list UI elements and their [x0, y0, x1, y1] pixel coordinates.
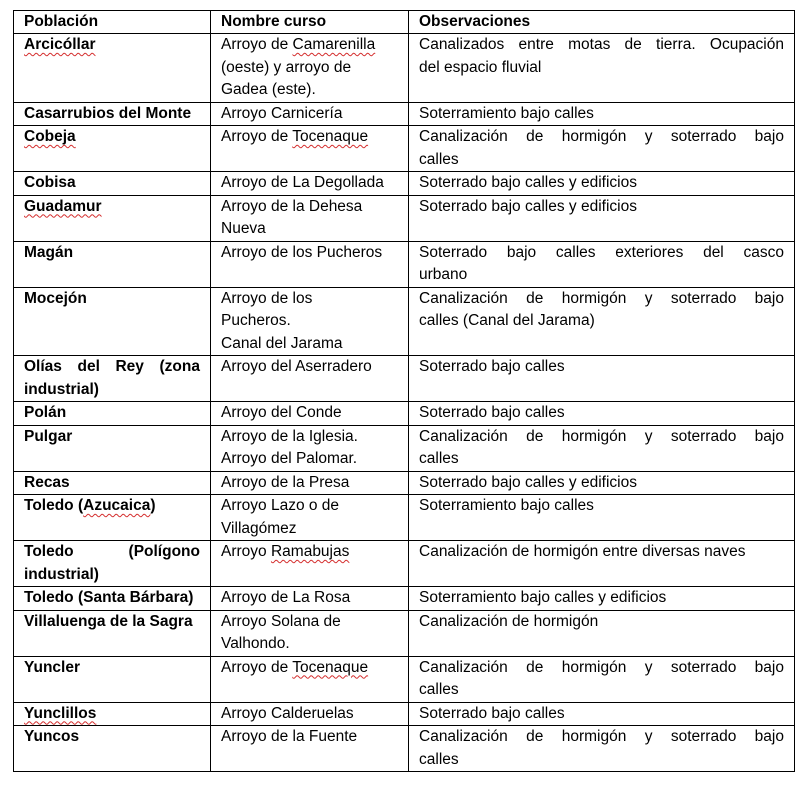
cell-nombre-curso	[211, 726, 409, 772]
curso-line: Nueva	[221, 220, 266, 237]
curso-line: Arroyo de Tocenaque	[221, 658, 369, 676]
header-row	[14, 11, 795, 34]
table-row	[14, 425, 795, 471]
cell-nombre-curso	[211, 34, 409, 103]
table-row	[14, 287, 795, 356]
poblacion-text: Magán	[24, 243, 74, 261]
poblacion-text	[24, 703, 200, 726]
observaciones-line: Canalización de hormigón y soterrado bajo	[419, 658, 784, 676]
cell-observaciones	[409, 471, 795, 495]
curso-line: Valhondo.	[221, 635, 290, 652]
cell-poblacion	[14, 495, 211, 541]
cell-poblacion	[14, 471, 211, 495]
observaciones-line: del espacio fluvial	[419, 58, 542, 76]
cell-poblacion	[14, 195, 211, 241]
table-row	[14, 702, 795, 726]
spellcheck-underline: Camarenilla	[292, 36, 376, 53]
spellcheck-underline: Tocenaque	[292, 658, 369, 676]
cell-poblacion	[14, 126, 211, 172]
poblacion-text: Toledo (Santa Bárbara)	[24, 589, 194, 606]
curso-line: Arroyo Carnicería	[221, 104, 343, 122]
observaciones-line: Soterrado bajo calles y edificios	[419, 473, 637, 491]
poblacion-text: Villaluenga de la Sagra	[24, 612, 193, 630]
cell-nombre-curso	[211, 471, 409, 495]
curso-line: (oeste) y arroyo de	[221, 58, 352, 76]
observaciones-line: Canalización de hormigón entre diversas naves	[419, 543, 746, 560]
cell-poblacion	[14, 541, 211, 587]
header-poblacion: Población	[14, 11, 211, 34]
poblacion-line: Toledo (Polígono	[24, 543, 200, 560]
observaciones-line: Canalizados entre motas de tierra. Ocupación	[419, 36, 784, 53]
poblacion-line: industrial)	[24, 565, 99, 583]
observaciones-line: Soterramiento bajo calles	[419, 497, 594, 514]
cell-nombre-curso	[211, 610, 409, 656]
table-row	[14, 356, 795, 402]
cell-observaciones	[409, 287, 795, 356]
curso-line: Arroyo de La Degollada	[221, 174, 384, 191]
curso-line: Arroyo de La Rosa	[221, 589, 351, 606]
curso-line: Gadea (este).	[221, 81, 316, 98]
cell-observaciones	[409, 172, 795, 196]
cell-nombre-curso	[211, 587, 409, 611]
cell-poblacion	[14, 102, 211, 126]
curso-line: Arroyo del Palomar.	[221, 450, 358, 467]
observaciones-line: Soterrado bajo calles	[419, 358, 565, 375]
header-nombre-curso: Nombre curso	[211, 11, 409, 34]
observaciones-line: Soterramiento bajo calles	[419, 104, 594, 122]
cell-observaciones	[409, 195, 795, 241]
observaciones-line: Soterrado bajo calles y edificios	[419, 174, 637, 191]
cell-observaciones	[409, 402, 795, 426]
curso-line: Arroyo de la Presa	[221, 473, 350, 491]
observaciones-line: Soterrado bajo calles y edificios	[419, 197, 637, 215]
table-row	[14, 726, 795, 772]
observaciones-line: Soterrado bajo calles	[419, 704, 565, 722]
table-row	[14, 195, 795, 241]
spellcheck-underline: Yunclillos	[24, 704, 97, 722]
spellcheck-underline: Cobeja	[24, 128, 76, 145]
cell-nombre-curso	[211, 495, 409, 541]
curso-line: Arroyo de la Dehesa	[221, 197, 363, 215]
curso-line: Arroyo Ramabujas	[221, 543, 350, 560]
observaciones-line: Canalización de hormigón y soterrado bajo	[419, 128, 784, 145]
curso-line: Arroyo de Tocenaque	[221, 128, 369, 145]
observaciones-line: calles	[419, 681, 459, 698]
cell-nombre-curso	[211, 425, 409, 471]
cell-observaciones	[409, 587, 795, 611]
poblacion-text: Cobisa	[24, 174, 76, 191]
curso-line: Villagómez	[221, 519, 297, 537]
curso-line: Arroyo del Conde	[221, 404, 342, 421]
observaciones-line: calles	[419, 450, 459, 467]
observaciones-line: calles	[419, 150, 459, 168]
curso-line: Arroyo Calderuelas	[221, 704, 354, 722]
table-row	[14, 126, 795, 172]
observaciones-line: Canalización de hormigón y soterrado bajo	[419, 728, 784, 745]
poblacion-line: Olías del Rey (zona	[24, 358, 200, 375]
cell-nombre-curso	[211, 126, 409, 172]
cell-poblacion	[14, 34, 211, 103]
observaciones-line: Soterrado bajo calles exteriores del casco	[419, 243, 784, 261]
poblacion-text: Toledo (Azucaica)	[24, 497, 156, 514]
cell-poblacion	[14, 287, 211, 356]
curso-line: Pucheros.	[221, 312, 291, 329]
curso-line: Arroyo de los	[221, 289, 313, 307]
cell-observaciones	[409, 726, 795, 772]
cell-nombre-curso	[211, 172, 409, 196]
header-observaciones: Observaciones	[409, 11, 795, 34]
cell-observaciones	[409, 356, 795, 402]
cell-poblacion	[14, 656, 211, 702]
table-body	[14, 34, 795, 772]
poblacion-text: Polán	[24, 404, 67, 421]
spellcheck-underline: Azucaica	[83, 497, 151, 514]
cell-nombre-curso	[211, 702, 409, 726]
cell-poblacion	[14, 610, 211, 656]
table-row	[14, 241, 795, 287]
cell-observaciones	[409, 241, 795, 287]
observaciones-line: Soterramiento bajo calles y edificios	[419, 589, 667, 606]
cell-observaciones	[409, 102, 795, 126]
cell-nombre-curso	[211, 241, 409, 287]
observaciones-line: Canalización de hormigón y soterrado bajo	[419, 427, 784, 445]
data-table	[13, 10, 795, 772]
observaciones-line: Canalización de hormigón y soterrado bajo	[419, 289, 784, 307]
poblacion-text	[24, 196, 200, 219]
cell-nombre-curso	[211, 541, 409, 587]
spellcheck-underline: Tocenaque	[292, 128, 369, 145]
table-row	[14, 495, 795, 541]
poblacion-text: Pulgar	[24, 427, 73, 445]
curso-line: Arroyo Lazo o de	[221, 497, 340, 514]
cell-poblacion	[14, 726, 211, 772]
table-row	[14, 541, 795, 587]
curso-line: Arroyo del Aserradero	[221, 358, 372, 375]
poblacion-text: Yuncos	[24, 728, 80, 745]
cell-nombre-curso	[211, 287, 409, 356]
cell-observaciones	[409, 425, 795, 471]
table-row	[14, 656, 795, 702]
cell-poblacion	[14, 402, 211, 426]
cell-observaciones	[409, 541, 795, 587]
cell-observaciones	[409, 702, 795, 726]
cell-observaciones	[409, 656, 795, 702]
cell-poblacion	[14, 587, 211, 611]
table-row	[14, 172, 795, 196]
cell-observaciones	[409, 34, 795, 103]
table-row	[14, 402, 795, 426]
observaciones-line: calles	[419, 750, 459, 768]
observaciones-line: calles (Canal del Jarama)	[419, 312, 595, 329]
cell-nombre-curso	[211, 356, 409, 402]
poblacion-text: Casarrubios del Monte	[24, 104, 192, 122]
observaciones-line: Soterrado bajo calles	[419, 404, 565, 421]
curso-line: Arroyo de la Iglesia.	[221, 427, 358, 445]
cell-poblacion	[14, 425, 211, 471]
cell-observaciones	[409, 610, 795, 656]
curso-line: Arroyo Solana de	[221, 612, 341, 630]
poblacion-text: Mocejón	[24, 289, 87, 307]
cell-nombre-curso	[211, 195, 409, 241]
spellcheck-underline: Guadamur	[24, 197, 102, 215]
table-row	[14, 34, 795, 103]
observaciones-line: Canalización de hormigón	[419, 612, 599, 630]
poblacion-line: industrial)	[24, 380, 99, 398]
cell-poblacion	[14, 356, 211, 402]
poblacion-text: Recas	[24, 473, 70, 491]
cell-observaciones	[409, 495, 795, 541]
cell-poblacion	[14, 172, 211, 196]
table-row	[14, 587, 795, 611]
cell-nombre-curso	[211, 402, 409, 426]
poblacion-text	[24, 126, 200, 149]
cell-nombre-curso	[211, 656, 409, 702]
cell-poblacion	[14, 702, 211, 726]
curso-line: Arroyo de los Pucheros	[221, 243, 383, 261]
poblacion-text	[24, 34, 200, 57]
cell-observaciones	[409, 126, 795, 172]
curso-line: Arroyo de Camarenilla	[221, 36, 376, 53]
observaciones-line: urbano	[419, 266, 468, 283]
table-row	[14, 102, 795, 126]
curso-line: Canal del Jarama	[221, 334, 343, 352]
spellcheck-underline: Ramabujas	[270, 543, 350, 560]
poblacion-text: Yuncler	[24, 658, 80, 676]
table-row	[14, 471, 795, 495]
curso-line: Arroyo de la Fuente	[221, 728, 358, 745]
cell-nombre-curso	[211, 102, 409, 126]
table-row	[14, 610, 795, 656]
spellcheck-underline: Arcicóllar	[24, 36, 96, 53]
cell-poblacion	[14, 241, 211, 287]
